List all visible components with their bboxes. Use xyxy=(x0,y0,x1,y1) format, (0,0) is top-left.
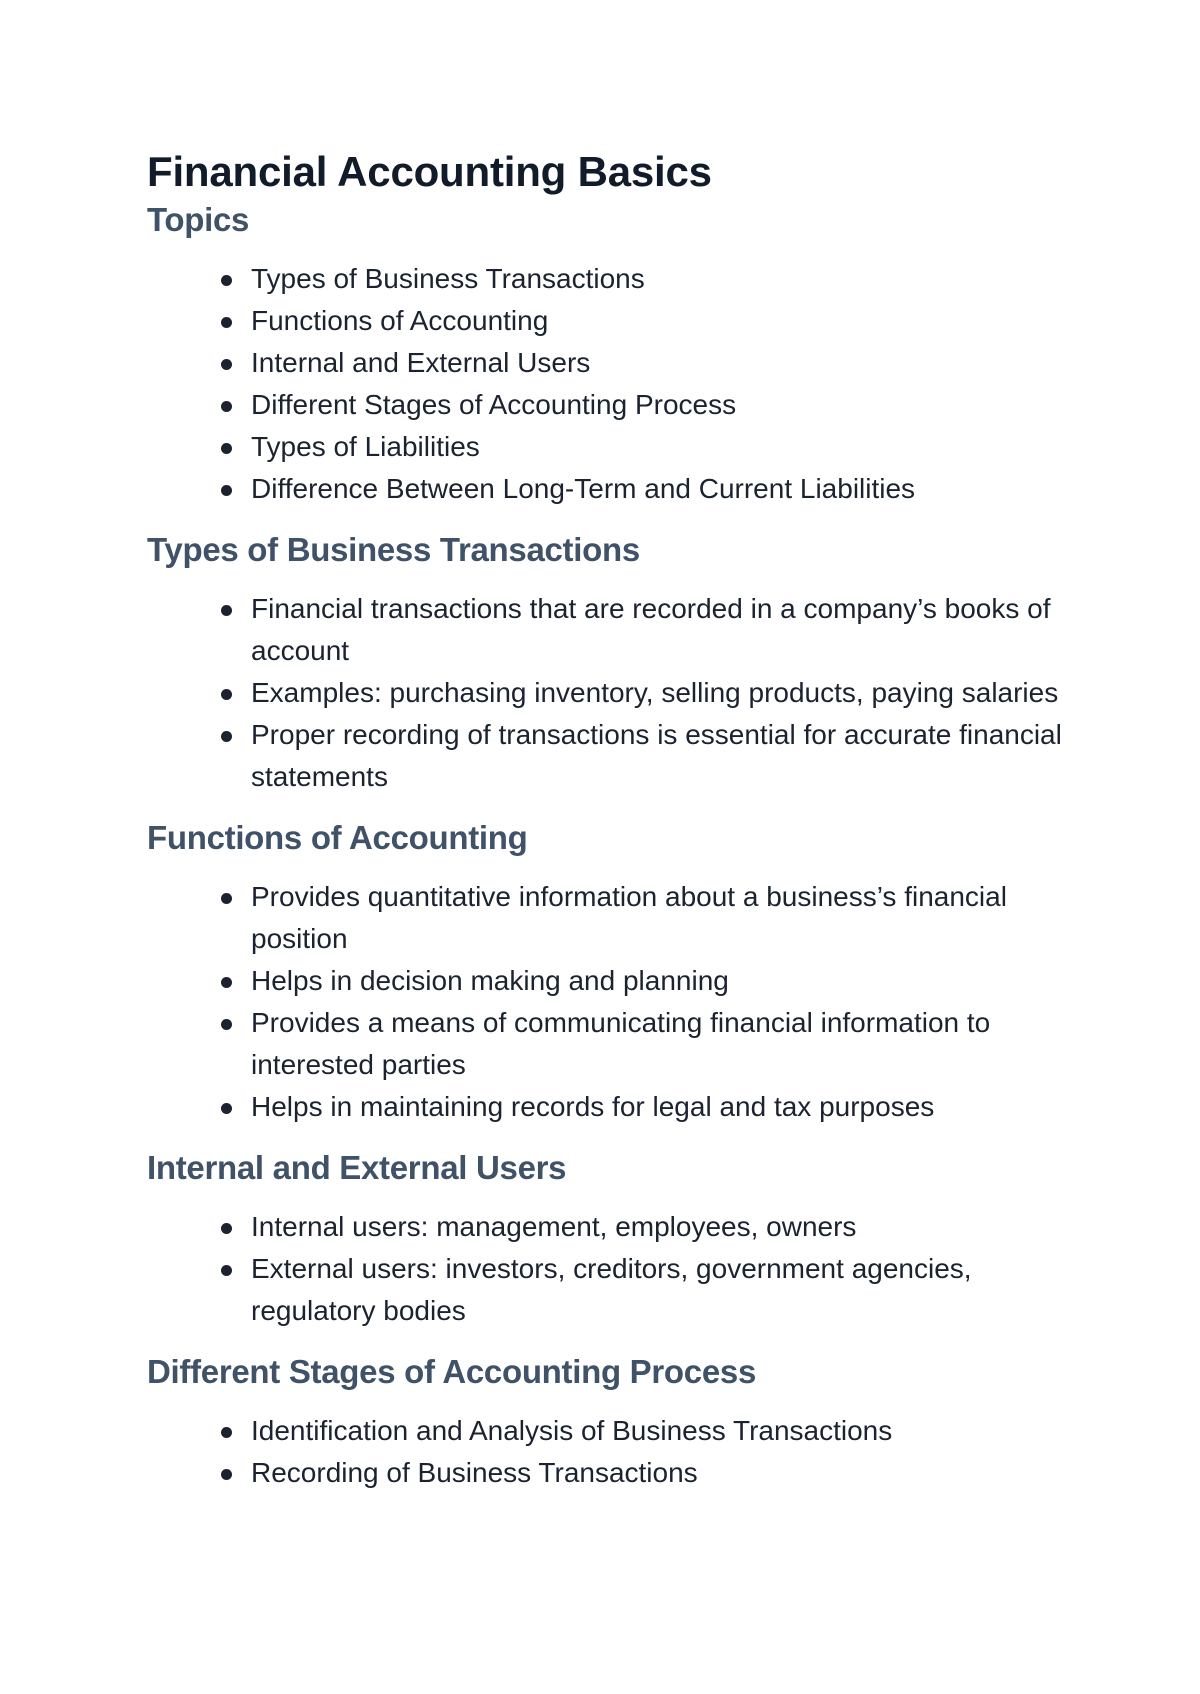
topics-list xyxy=(147,258,1067,510)
bullet-icon xyxy=(221,275,232,286)
list-item: Types of Liabilities xyxy=(251,426,1067,468)
list-item: Helps in decision making and planning xyxy=(251,960,1067,1002)
list-item: Internal users: management, employees, owners xyxy=(251,1206,1067,1248)
list-item: Provides quantitative information about a business’s financial position xyxy=(251,876,1067,960)
bullet-icon xyxy=(221,1103,232,1114)
bullet-icon xyxy=(221,605,232,616)
internal-external-users-list xyxy=(147,1206,1067,1332)
bullet-icon xyxy=(221,893,232,904)
bullet-icon xyxy=(221,401,232,412)
section-heading-internal-external-users: Internal and External Users xyxy=(147,1149,567,1186)
bullet-icon xyxy=(221,317,232,328)
bullet-icon xyxy=(221,443,232,454)
list-item: Proper recording of transactions is essential for accurate financial statements xyxy=(251,714,1067,798)
bullet-icon xyxy=(221,977,232,988)
bullet-icon xyxy=(221,1469,232,1480)
list-item: Identification and Analysis of Business Transactions xyxy=(251,1410,1067,1452)
bullet-icon xyxy=(221,359,232,370)
list-item: External users: investors, creditors, government agencies, regulatory bodies xyxy=(251,1248,1067,1332)
section-heading-business-transactions: Types of Business Transactions xyxy=(147,531,640,568)
bullet-icon xyxy=(221,1265,232,1276)
list-item: Recording of Business Transactions xyxy=(251,1452,1067,1494)
document-title: Financial Accounting Basics xyxy=(147,148,712,195)
list-item: Functions of Accounting xyxy=(251,300,1067,342)
list-item: Provides a means of communicating financial information to interested parties xyxy=(251,1002,1067,1086)
section-heading-topics: Topics xyxy=(147,201,250,238)
list-item: Types of Business Transactions xyxy=(251,258,1067,300)
section-heading-functions-of-accounting: Functions of Accounting xyxy=(147,819,528,856)
bullet-icon xyxy=(221,1019,232,1030)
business-transactions-list xyxy=(147,588,1067,798)
bullet-icon xyxy=(221,1427,232,1438)
document-page xyxy=(147,146,1067,1494)
accounting-process-stages-list xyxy=(147,1410,1067,1494)
bullet-icon xyxy=(221,731,232,742)
bullet-icon xyxy=(221,1223,232,1234)
list-item: Financial transactions that are recorded in a company’s books of account xyxy=(251,588,1067,672)
functions-of-accounting-list xyxy=(147,876,1067,1128)
list-item: Helps in maintaining records for legal and tax purposes xyxy=(251,1086,1067,1128)
section-heading-accounting-process-stages: Different Stages of Accounting Process xyxy=(147,1353,756,1390)
list-item: Internal and External Users xyxy=(251,342,1067,384)
list-item: Different Stages of Accounting Process xyxy=(251,384,1067,426)
bullet-icon xyxy=(221,485,232,496)
list-item: Examples: purchasing inventory, selling products, paying salaries xyxy=(251,672,1067,714)
list-item: Difference Between Long-Term and Current Liabilities xyxy=(251,468,1067,510)
bullet-icon xyxy=(221,689,232,700)
